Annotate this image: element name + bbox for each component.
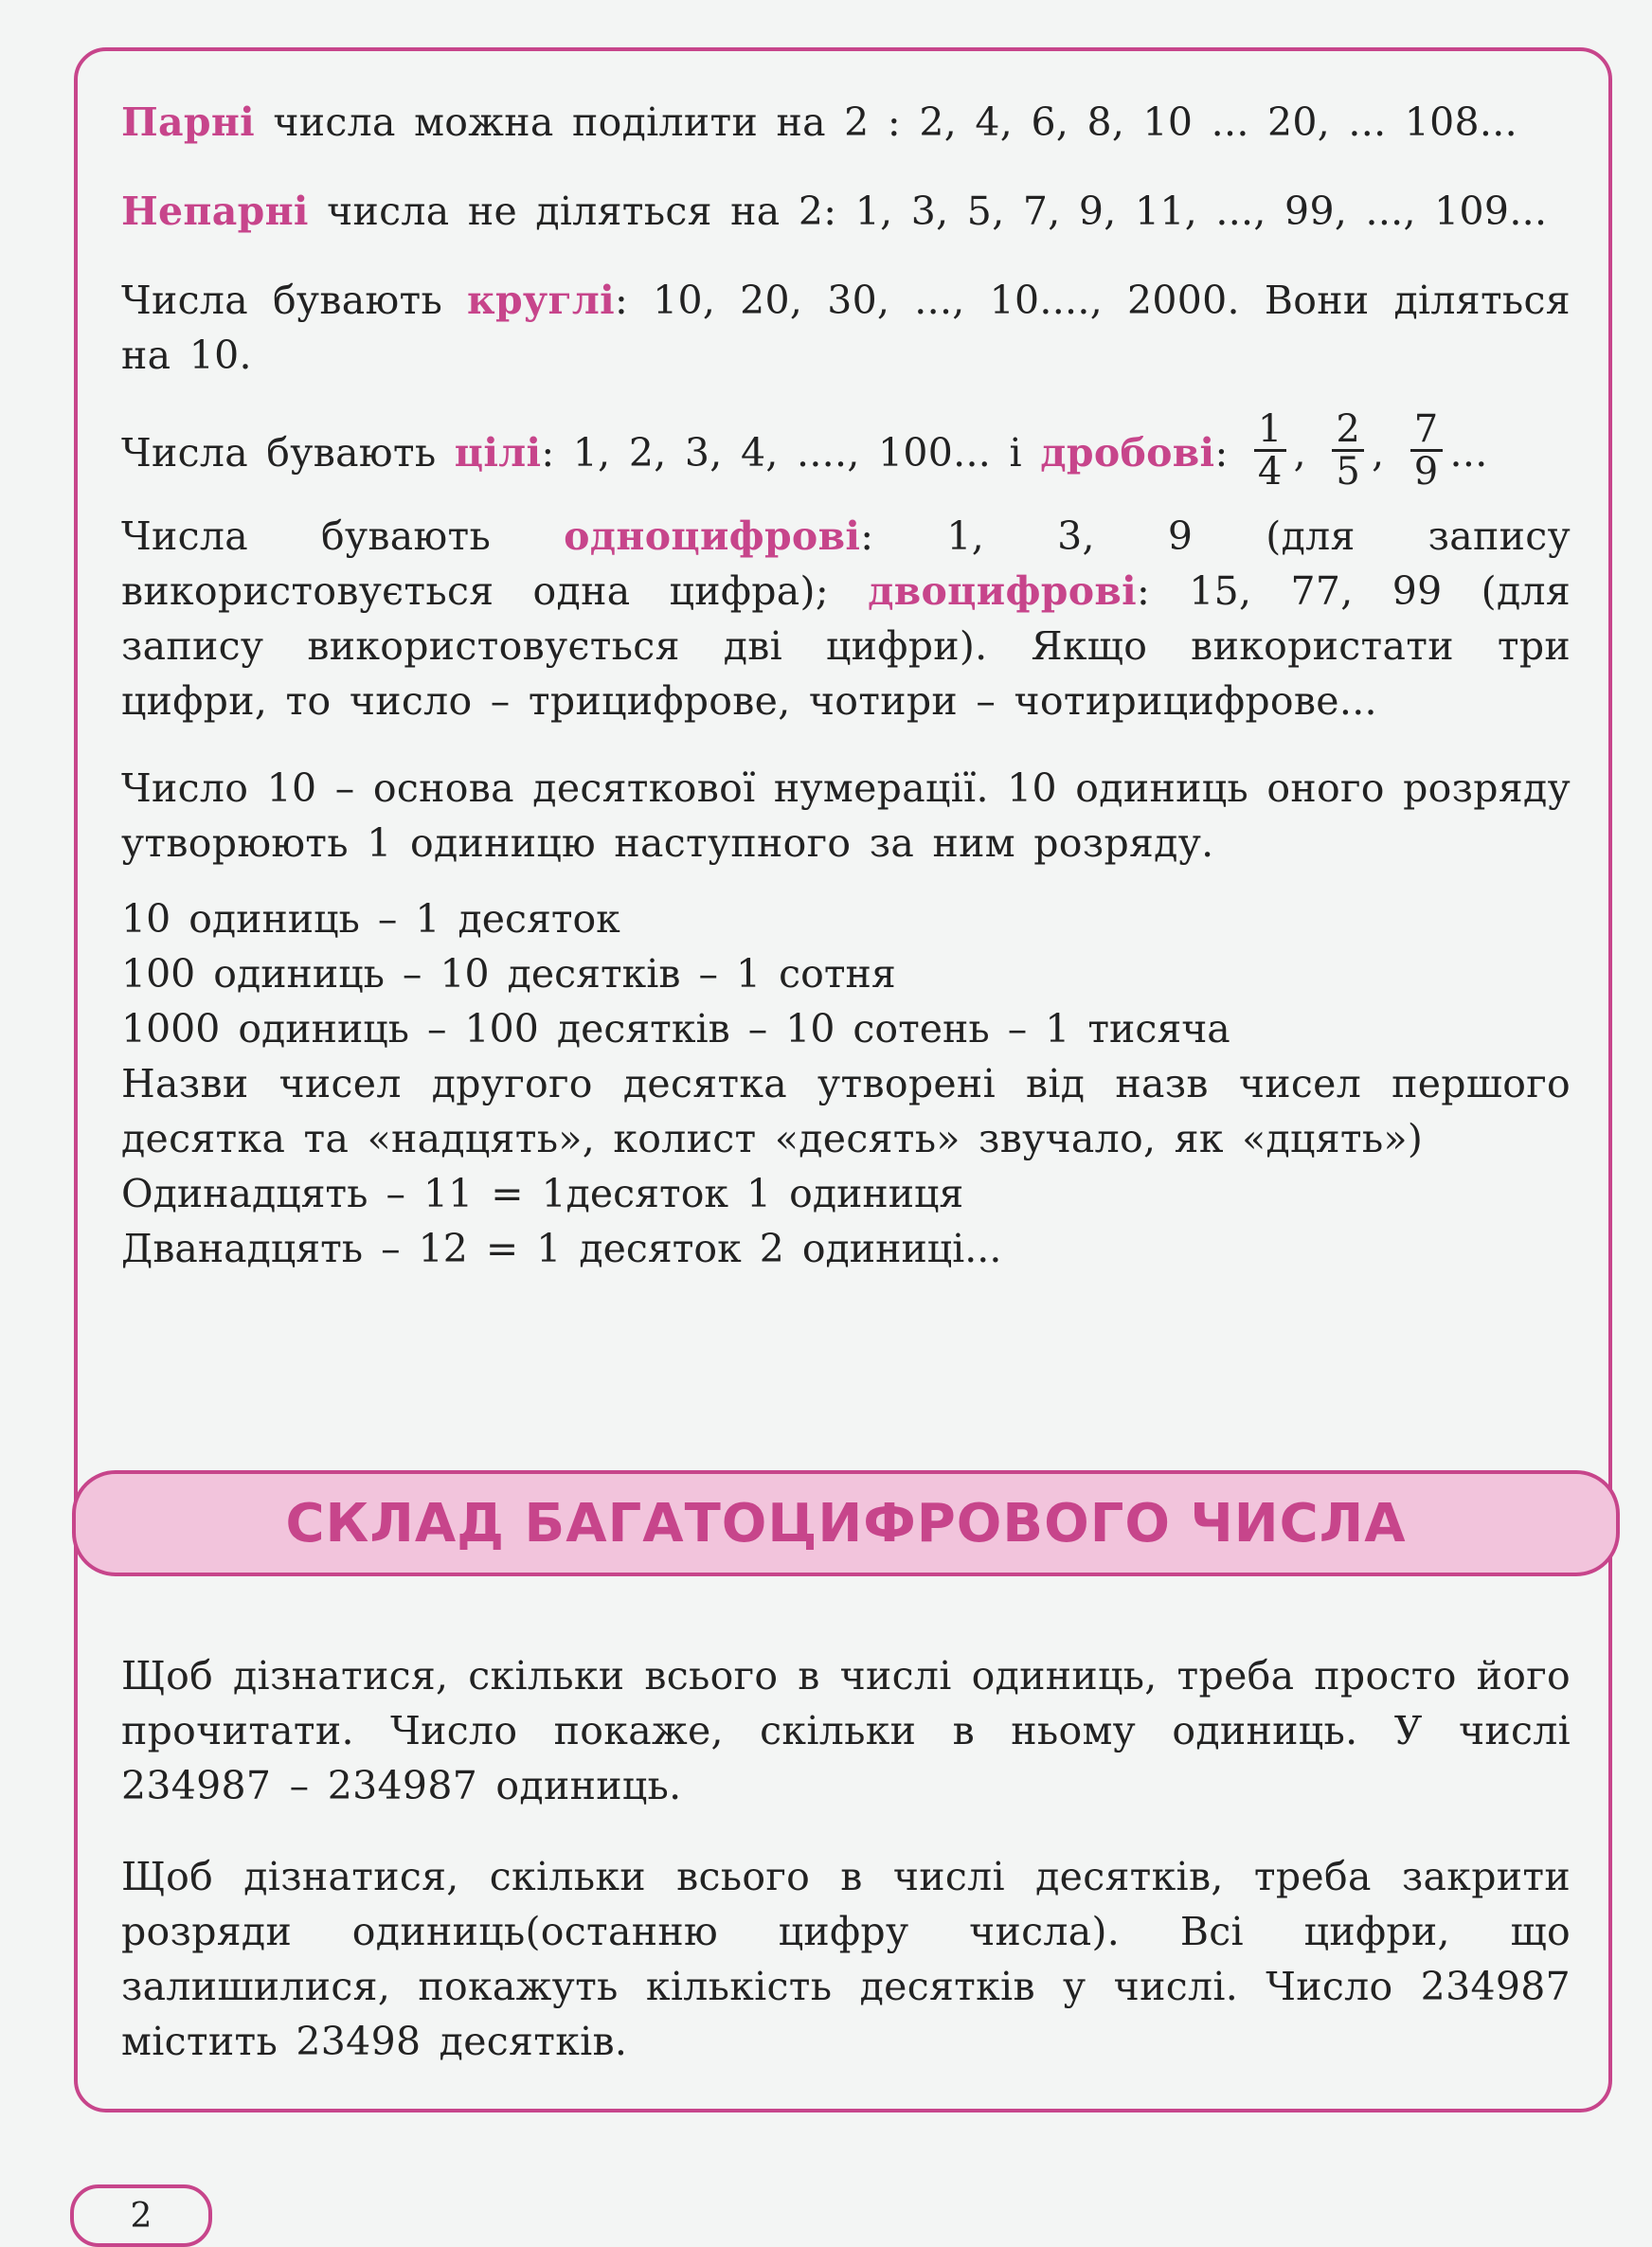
digit-prefix: Числа бувають bbox=[121, 513, 565, 559]
fraction-ellipsis: ... bbox=[1449, 430, 1488, 476]
term-odd: Непарні bbox=[121, 189, 309, 234]
place-value-list bbox=[121, 891, 1571, 1276]
example-eleven: Одинадцять – 11 = 1десяток 1 одиниця bbox=[121, 1171, 964, 1216]
fractional-colon: : bbox=[1214, 430, 1229, 476]
section-header bbox=[72, 1470, 1620, 1576]
term-round: круглі bbox=[467, 278, 615, 323]
term-even: Парні bbox=[121, 99, 256, 145]
section-title: СКЛАД БАГАТОЦИФРОВОГО ЧИСЛА bbox=[285, 1492, 1407, 1555]
place-value-line-3: 1000 одиниць – 100 десятків – 10 сотень – 1 тисяча bbox=[121, 1006, 1230, 1052]
term-fractional: дробові bbox=[1040, 430, 1215, 476]
paragraph-teen-names: Назви чисел другого десятка утворені від назв чисел першого десятка та «надцять», колист «десять» звучало, як «дцять») bbox=[121, 1061, 1571, 1161]
term-two-digit: двоцифрові bbox=[868, 568, 1138, 614]
odd-numbers-text: числа не діляться на 2: 1, 3, 5, 7, 9, 11, ..., 99, ..., 109... bbox=[308, 189, 1548, 234]
term-whole: цілі bbox=[454, 430, 542, 476]
fraction-2-denominator: 5 bbox=[1336, 450, 1361, 494]
paragraph-whole-fractional: Числа бувають цілі: 1, 2, 3, 4, ...., 100... і дробові: $\frac{1}{4}$ , $\frac{2}{5}$ , $\frac{7}{9}$ ... bbox=[121, 407, 1488, 494]
paragraph-base-ten: Число 10 – основа десяткової нумерації. 10 одиниць оного розряду утворюють 1 одиницю наступного за ним розряду. bbox=[121, 765, 1571, 866]
place-value-line-1: 10 одиниць – 1 десяток bbox=[121, 896, 620, 942]
paragraph-even-numbers bbox=[121, 95, 1571, 150]
page-number: 2 bbox=[130, 2196, 153, 2236]
round-prefix: Числа бувають bbox=[121, 278, 468, 323]
fraction-3 bbox=[1410, 409, 1443, 492]
paragraph-odd-numbers bbox=[121, 184, 1571, 239]
fraction-1-numerator: 1 bbox=[1254, 409, 1286, 452]
paragraph-tens: Щоб дізнатися, скільки всього в числі десятків, треба закрити розряди одиниць(останню цифру числа). Всі цифри, що залишилися, покажуть кількість десятків у числі. Число 234987 містить 23498 десятків. bbox=[121, 1854, 1571, 2064]
paragraph-round-numbers bbox=[121, 273, 1571, 383]
paragraph-units: Щоб дізнатися, скільки всього в числі одиниць, треба просто його прочитати. Число покаже, скільки в ньому одиниць. У числі 234987 – 234987 одиниць. bbox=[121, 1653, 1571, 1808]
fraction-2 bbox=[1332, 409, 1364, 492]
fraction-3-numerator: 7 bbox=[1410, 409, 1443, 452]
fraction-3-denominator: 9 bbox=[1413, 450, 1439, 494]
even-numbers-text: числа можна поділити на 2 : 2, 4, 6, 8, 10 ... 20, ... 108... bbox=[255, 99, 1517, 145]
term-single-digit: одноцифрові bbox=[564, 513, 861, 559]
example-twelve: Дванадцять – 12 = 1 десяток 2 одиниці... bbox=[121, 1226, 1002, 1271]
fraction-1-denominator: 4 bbox=[1257, 450, 1283, 494]
round-numbers-text: : 10, 20, 30, ..., 10...., 2000. Вони діляться на 10. bbox=[121, 278, 1571, 378]
whole-prefix: Числа бувають bbox=[121, 430, 455, 476]
two-digit-text: : 15, 77, 99 (для запису використовується дві цифри). Якщо використати три цифри, то число – трицифрове, чотири – чотирицифрове... bbox=[121, 568, 1571, 724]
whole-numbers-text: : 1, 2, 3, 4, ...., 100... і bbox=[541, 430, 1041, 476]
place-value-line-2: 100 одиниць – 10 десятків – 1 сотня bbox=[121, 951, 896, 997]
paragraph-digit-count bbox=[121, 509, 1571, 728]
section-text-block bbox=[121, 1648, 1571, 2069]
single-digit-text: : 1, 3, 9 (для запису використовується одна цифра); bbox=[121, 513, 1571, 614]
fraction-1 bbox=[1254, 409, 1286, 492]
fraction-2-numerator: 2 bbox=[1332, 409, 1364, 452]
top-text-block bbox=[121, 95, 1571, 1276]
page-number-badge bbox=[70, 2184, 212, 2247]
